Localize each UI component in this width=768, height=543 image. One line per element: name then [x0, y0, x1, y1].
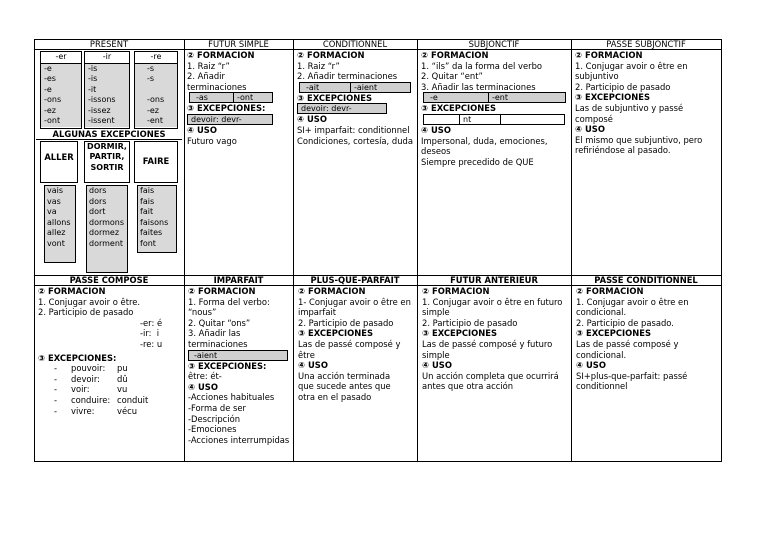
subj-cell	[421, 50, 569, 167]
step: 2. Participio de pasado.	[576, 317, 674, 328]
step: 1- Conjugar avoir o être en imparfait	[298, 296, 411, 318]
term: -ait	[306, 82, 320, 92]
aller-list	[44, 185, 76, 263]
header-plus-que-parfait: PLUS-QUE-PARFAIT	[310, 275, 400, 285]
uso-text: Futuro vago	[187, 135, 237, 146]
ending: -it	[88, 84, 97, 94]
header-passe-compose: PASSE COMPOSE	[69, 275, 149, 285]
participle-ending: -ir: i	[140, 328, 160, 339]
futur-cell	[187, 50, 291, 146]
header-futur-anterieur: FUTUR ANTERIEUR	[450, 275, 538, 285]
exc-head-aller: ALLER	[44, 152, 74, 162]
conj: vont	[47, 238, 65, 248]
excepciones-title: ③ EXCEPCIONES	[297, 92, 373, 103]
header-passe-subjonctif: PASSE SUBJONCTIF	[606, 39, 686, 49]
uso-title: ④ USO	[297, 114, 327, 125]
step: 2. Añadir terminaciones	[187, 71, 247, 92]
term: -aient	[354, 82, 378, 92]
step: 1. Raiz “r”	[187, 60, 230, 71]
excepciones-title: ③ EXCEPCIONES	[576, 328, 652, 339]
exception-text: Las de passé composé y futuro simple	[422, 338, 553, 360]
ending: -s	[147, 74, 155, 83]
step: 1. Conjugar avoir o être.	[38, 296, 141, 307]
present-er-box	[40, 51, 82, 129]
ending: -es	[44, 74, 56, 83]
cond-cell	[297, 50, 415, 146]
excepciones-title: ③ EXCEPCIONES	[421, 103, 497, 114]
step: 2. Participio de pasado	[298, 317, 394, 328]
pc-cell	[38, 286, 182, 416]
step: 3. Añadir las terminaciones	[188, 328, 248, 349]
ending: -ez	[44, 105, 57, 115]
formacion-title: ② FORMACION	[188, 286, 256, 296]
step: 2. Participio de pasado	[422, 317, 518, 328]
step: 1. Raiz “r”	[297, 60, 340, 71]
aller-head-box	[40, 141, 78, 183]
step: 2. Quitar “ent”	[421, 71, 483, 82]
step: 2. Quitar “ons”	[188, 317, 251, 328]
ending: -issent	[88, 116, 115, 125]
conj: dors	[89, 196, 107, 206]
conj: fais	[140, 196, 155, 206]
uso-title: ④ USO	[187, 124, 217, 135]
uso-text: Una acción terminada que sucede antes que otra en el pasado	[298, 370, 391, 402]
group-label: -er	[41, 52, 81, 64]
dormir-head-box	[84, 141, 130, 183]
exception-text: nt	[463, 114, 472, 124]
formacion-title: ② FORMACION	[297, 50, 365, 60]
group-label: -ir	[85, 52, 129, 64]
exception-row: - devoir: dû	[54, 373, 128, 384]
imp-cell	[188, 286, 292, 445]
conj: faisons	[140, 217, 169, 227]
uso-title: ④ USO	[575, 124, 605, 135]
ending: -issez	[88, 105, 111, 115]
exception-text: Las de subjuntivo y passé composé	[575, 102, 684, 124]
fa-cell	[422, 286, 568, 392]
ending: -is	[88, 63, 98, 73]
exceptions-title: ALGUNAS EXCEPCIONES	[36, 129, 182, 140]
exception-box	[423, 114, 565, 125]
ending: -issons	[88, 95, 116, 104]
uso-title: ④ USO	[188, 381, 218, 392]
uso-text: Impersonal, duda, emociones, deseos Siempre precedido de QUE	[421, 135, 548, 167]
header-imparfait: IMPARFAIT	[213, 275, 264, 285]
uso-title: ④ USO	[422, 360, 452, 371]
conj: dormez	[89, 228, 120, 237]
psubj-cell	[575, 50, 719, 156]
ending: -ez	[147, 105, 160, 115]
ending	[147, 85, 177, 96]
uso-title: ④ USO	[421, 124, 451, 135]
ending: -e	[44, 63, 52, 73]
uso-title: ④ USO	[298, 360, 328, 371]
uso-text: -Acciones habituales -Forma de ser -Descripción -Emociones -Acciones interrumpidas	[188, 392, 290, 445]
excepciones-title: ③ EXCEPCIONES	[422, 328, 498, 339]
header-subjonctif: SUBJONCTIF	[468, 39, 520, 49]
conj: fait	[140, 207, 154, 216]
ending: -ont	[44, 116, 61, 125]
terminations-bar: -aient	[188, 350, 288, 361]
conj: va	[47, 207, 57, 216]
step: 1. Forma del verbo: “nous”	[188, 296, 270, 318]
conj: vas	[47, 196, 61, 206]
uso-text: SI+ imparfait: conditionnel Condiciones, cortesía, duda	[297, 124, 413, 146]
formacion-title: ② FORMACION	[298, 286, 366, 296]
header-conditionnel: CONDITIONNEL	[322, 39, 388, 49]
formacion-title: ② FORMACION	[576, 286, 644, 296]
exception-box: devoir: devr-	[187, 114, 273, 125]
uso-text: Un acción completa que ocurrirá antes que otra acción	[422, 370, 559, 392]
exception-row: - voir: vu	[54, 384, 128, 395]
step: 1. “ils” da la forma del verbo	[421, 60, 543, 71]
term: -as	[196, 93, 208, 103]
exception-row: - conduire: conduit	[54, 394, 149, 405]
step: 1. Conjugar avoir o être en futuro simple	[422, 296, 563, 318]
exception-box: devoir: devr-	[297, 103, 387, 114]
conj: allez	[47, 228, 66, 237]
ending: -is	[88, 74, 98, 83]
formacion-title: ② FORMACION	[575, 50, 643, 60]
exception-text: être: ét-	[188, 371, 222, 382]
uso-title: ④ USO	[576, 360, 606, 371]
excepciones-title: ③ EXCEPCIONES:	[188, 360, 267, 371]
term: -ont	[237, 93, 254, 103]
term: -ent	[492, 93, 509, 103]
ending: -ent	[147, 116, 164, 125]
step: 2. Participio de pasado	[575, 81, 671, 92]
exception-text: Las de passé composé y condicional.	[576, 338, 679, 360]
header-present: PRESENT	[89, 39, 129, 49]
conj: vais	[47, 186, 64, 195]
participle-ending: -er: é	[140, 317, 163, 328]
excepciones-title: ③ EXCEPCIONES	[575, 92, 651, 103]
conj: font	[140, 238, 156, 248]
ending: -s	[147, 63, 155, 73]
step: 2. Participio de pasado	[38, 307, 134, 318]
group-label: -re	[135, 52, 177, 64]
exception-row: - vivre: vécu	[54, 405, 138, 416]
conj: dors	[89, 186, 107, 195]
participle-ending: -re: u	[140, 338, 163, 349]
present-ir-box	[84, 51, 130, 129]
ending: -e	[44, 84, 52, 94]
term: -e	[430, 93, 438, 103]
conj: dorment	[89, 238, 124, 248]
conj: allons	[47, 217, 71, 227]
exc-head-faire: FAIRE	[142, 156, 170, 166]
conj: dort	[89, 207, 106, 216]
ending: -ons	[44, 95, 62, 104]
exception-text: Las de passé composé y être	[298, 338, 401, 360]
faire-head-box	[134, 141, 178, 183]
formacion-title: ② FORMACION	[38, 286, 106, 296]
exc-head-dormir: DORMIR, PARTIR, SORTIR	[87, 142, 127, 172]
formacion-title: ② FORMACION	[187, 50, 255, 60]
terminations-bar	[423, 92, 566, 103]
present-re-box	[134, 51, 178, 129]
step: 1. Conjugar avoir o être en condicional.	[576, 296, 689, 318]
step: 3. Añadir las terminaciones	[421, 81, 536, 92]
step: 1. Conjugar avoir o être en subjuntivo	[575, 60, 688, 82]
dormir-list	[86, 185, 128, 273]
ending: -ons	[147, 95, 165, 104]
pcond-cell	[576, 286, 719, 392]
excepciones-title: ③ EXCEPCIONES:	[187, 103, 266, 114]
formacion-title: ② FORMACION	[422, 286, 490, 296]
step: 2. Añadir terminaciones	[297, 71, 398, 82]
terminations-bar	[189, 92, 273, 103]
conj: faites	[140, 228, 163, 237]
header-futur-simple: FUTUR SIMPLE	[208, 39, 269, 49]
uso-text: El mismo que subjuntivo, pero refiriéndose al pasado.	[575, 134, 703, 156]
uso-text: SI+plus-que-parfait: passé conditionnel	[576, 370, 688, 392]
excepciones-title: ③ EXCEPCIONES:	[38, 352, 117, 363]
header-passe-conditionnel: PASSE CONDITIONNEL	[594, 275, 698, 285]
formacion-title: ② FORMACION	[421, 50, 489, 60]
terminations-bar	[299, 82, 411, 93]
exception-row: - pouvoir: pu	[54, 363, 128, 374]
conj: fais	[140, 186, 155, 195]
conj: dormons	[89, 217, 125, 227]
pqp-cell	[298, 286, 415, 403]
faire-list	[137, 185, 177, 253]
excepciones-title: ③ EXCEPCIONES	[298, 328, 374, 339]
